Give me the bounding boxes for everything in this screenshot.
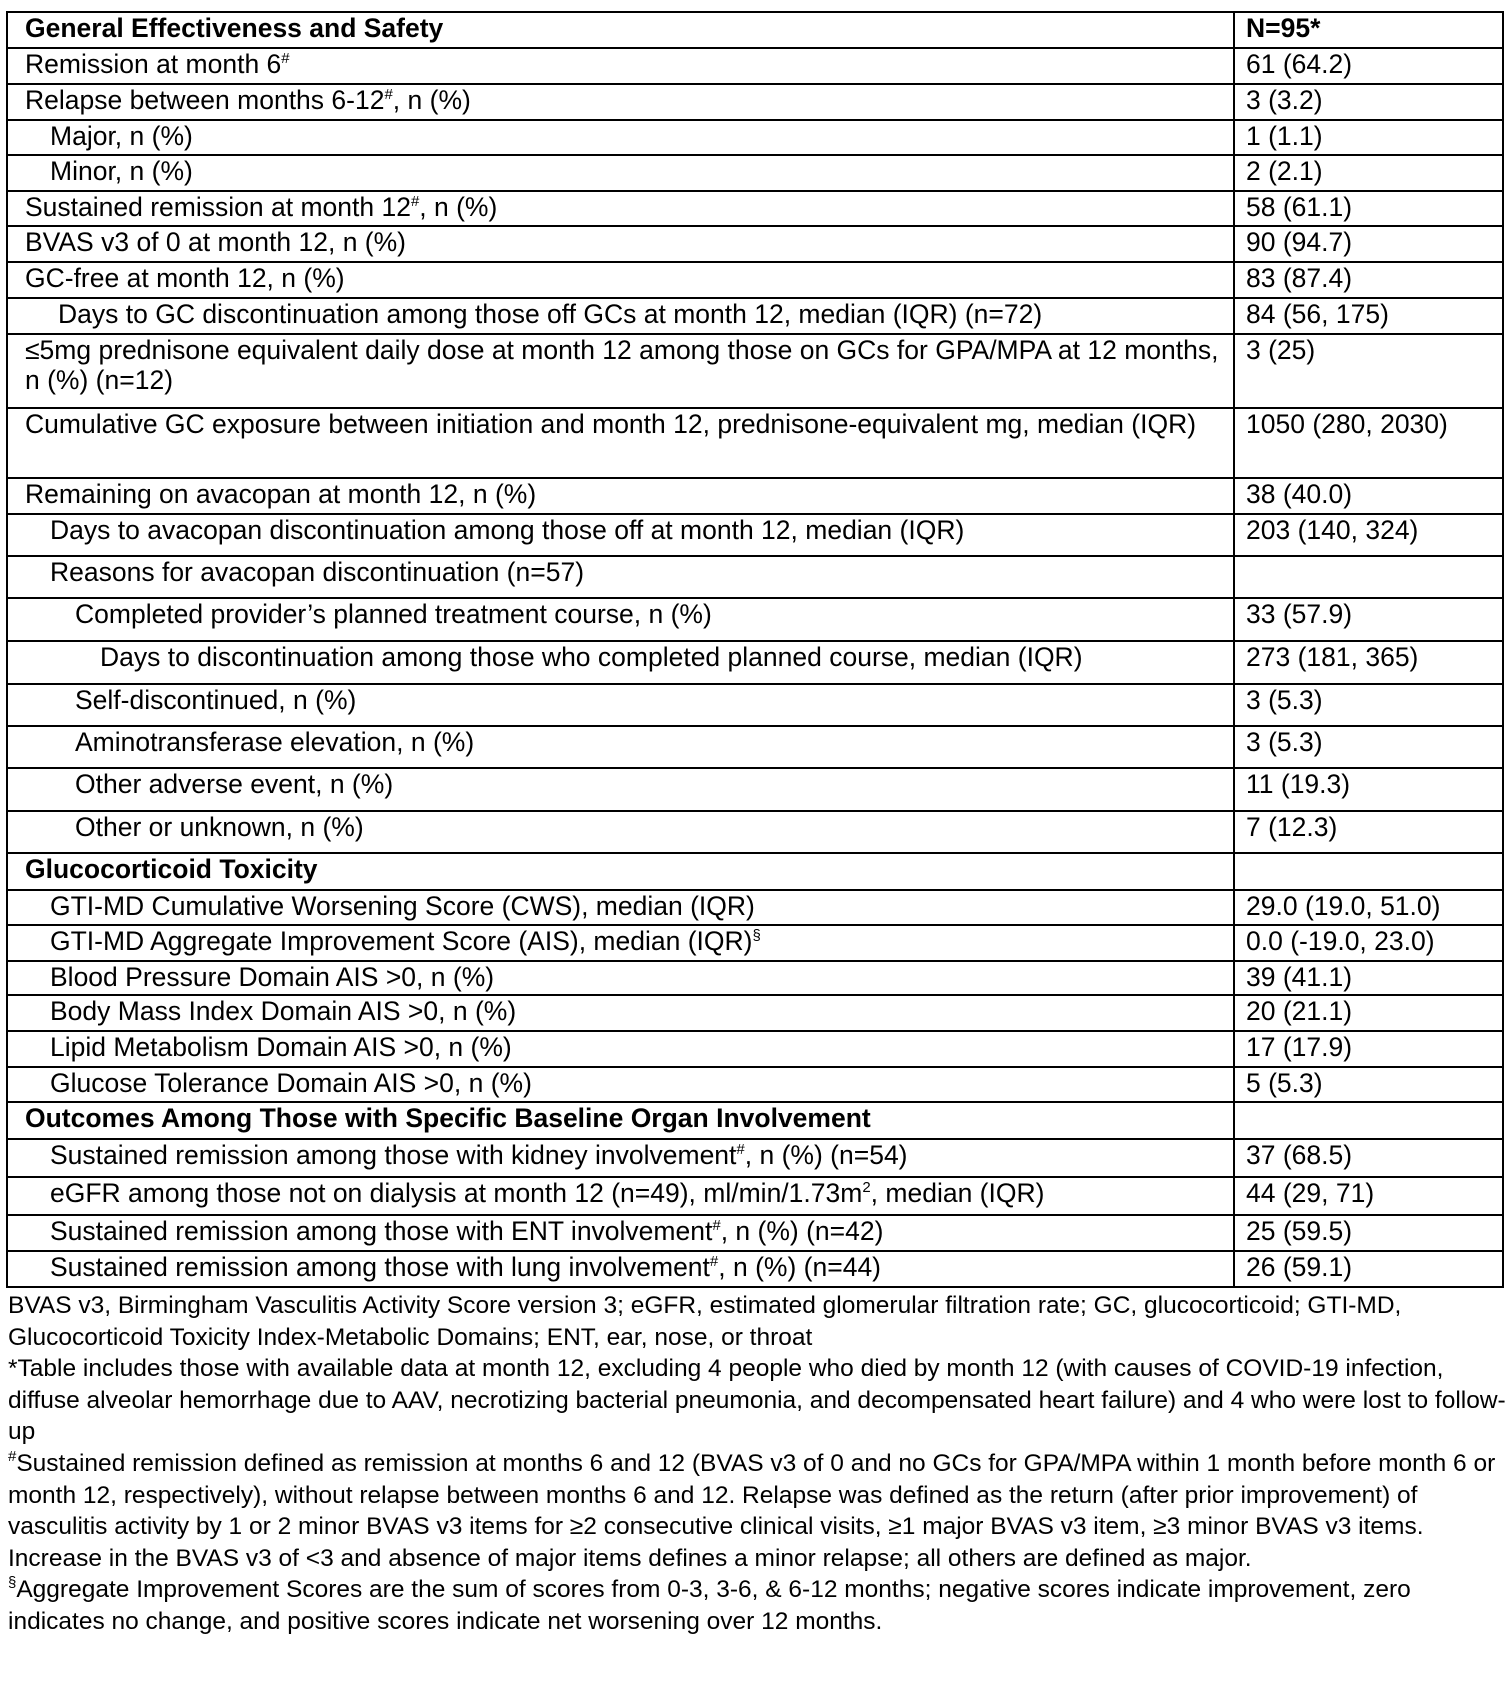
row-label xyxy=(7,556,1234,598)
row-value: 84 (56, 175) xyxy=(1234,298,1503,334)
row-label xyxy=(7,120,1234,155)
row-value: 39 (41.1) xyxy=(1234,961,1503,995)
table-header-row xyxy=(7,12,1503,48)
row-label xyxy=(7,598,1234,641)
row-label-text: GTI-MD Cumulative Worsening Score (CWS), median (IQR) xyxy=(50,891,755,921)
table-row xyxy=(7,120,1503,155)
row-label-text: Other adverse event, n (%) xyxy=(75,769,394,799)
table-row xyxy=(7,1251,1503,1287)
row-value: 25 (59.5) xyxy=(1234,1215,1503,1251)
row-value xyxy=(1234,556,1503,598)
footnote-marker: # xyxy=(736,1141,745,1158)
row-label-text: Remission at month 6 xyxy=(25,49,282,79)
footnote-marker: 2 xyxy=(862,1179,871,1196)
footnote-section-text: Aggregate Improvement Scores are the sum of scores from 0-3, 3-6, & 6-12 months; negative scores indicate improvement, zero indicates no change, and positive scores indicate net worsening over 12 months. xyxy=(8,1576,1411,1635)
footnote-section-symbol: § xyxy=(8,1574,17,1592)
row-label-text: Blood Pressure Domain AIS >0, n (%) xyxy=(50,962,495,992)
row-label-suffix: , n (%) (n=54) xyxy=(744,1140,908,1170)
footnote-hash xyxy=(8,1448,1508,1574)
table-row xyxy=(7,925,1503,961)
row-label xyxy=(7,768,1234,811)
row-label xyxy=(7,84,1234,120)
section-heading-general: General Effectiveness and Safety xyxy=(7,12,1234,48)
footnote-marker: # xyxy=(281,50,290,67)
footnote-marker: # xyxy=(712,1217,721,1234)
table-row xyxy=(7,811,1503,853)
row-label xyxy=(7,191,1234,226)
footnote-hash-symbol: # xyxy=(8,1447,17,1465)
table-row xyxy=(7,556,1503,598)
row-label xyxy=(7,334,1234,408)
row-label xyxy=(7,1177,1234,1215)
row-label-text: Glucose Tolerance Domain AIS >0, n (%) xyxy=(50,1068,532,1098)
footnote-hash-text: Sustained remission defined as remission at months 6 and 12 (BVAS v3 of 0 and no GCs for GPA/MPA within 1 month before month 6 or month 12, respectively), without relapse between months 6 and 12. Relapse was defined as the return (after prior improvement) of vasculitis activity by 1 or 2 minor BVAS v3 items for ≥2 consecutive clinical visits, ≥1 major BVAS v3 item, ≥3 minor BVAS v3 items. Increase in the BVAS v3 of <3 and absence of major items defines a minor relapse; all others are defined as major. xyxy=(8,1449,1496,1572)
row-label-text: ≤5mg prednisone equivalent daily dose at month 12 among those on GCs for GPA/MPA at 12 months, n (%) (n=12) xyxy=(25,335,1219,395)
row-label-text: Body Mass Index Domain AIS >0, n (%) xyxy=(50,996,517,1026)
row-label-text: Other or unknown, n (%) xyxy=(75,812,364,842)
row-label-text: Lipid Metabolism Domain AIS >0, n (%) xyxy=(50,1032,512,1062)
row-value: 20 (21.1) xyxy=(1234,995,1503,1031)
row-label xyxy=(7,48,1234,84)
footnote-marker: § xyxy=(752,927,761,944)
table-row xyxy=(7,641,1503,684)
footnote-star: *Table includes those with available data at month 12, excluding 4 people who died by month 12 (with causes of COVID-19 infection, diffuse alveolar hemorrhage due to AAV, necrotizing bacterial pneumonia, and decompensated heart failure) and 4 who were lost to follow-up xyxy=(8,1355,1506,1446)
table-row xyxy=(7,1031,1503,1067)
row-label-text: Aminotransferase elevation, n (%) xyxy=(75,727,475,757)
row-label-text: Self-discontinued, n (%) xyxy=(75,685,357,715)
row-value: 3 (5.3) xyxy=(1234,684,1503,726)
row-label-suffix: , median (IQR) xyxy=(870,1178,1045,1208)
table-row xyxy=(7,890,1503,925)
row-value: 3 (25) xyxy=(1234,334,1503,408)
table-row xyxy=(7,995,1503,1031)
row-label xyxy=(7,478,1234,514)
footnote-marker: # xyxy=(410,193,420,210)
row-value: 1 (1.1) xyxy=(1234,120,1503,155)
row-label xyxy=(7,1215,1234,1251)
row-label xyxy=(7,514,1234,556)
row-value: 61 (64.2) xyxy=(1234,48,1503,84)
row-label-suffix: , n (%) xyxy=(419,192,498,222)
table-row xyxy=(7,408,1503,478)
row-label-text: Sustained remission among those with lung involvement xyxy=(50,1252,710,1282)
row-label xyxy=(7,995,1234,1031)
row-value: 11 (19.3) xyxy=(1234,768,1503,811)
row-value: 203 (140, 324) xyxy=(1234,514,1503,556)
row-label-text: Sustained remission at month 12 xyxy=(25,192,411,222)
row-label-text: Days to GC discontinuation among those off GCs at month 12, median (IQR) (n=72) xyxy=(58,299,1043,329)
section-row-organ-involvement xyxy=(7,1102,1503,1139)
table-row xyxy=(7,48,1503,84)
table-row xyxy=(7,84,1503,120)
table-row xyxy=(7,961,1503,995)
row-value: 90 (94.7) xyxy=(1234,226,1503,262)
row-value: 0.0 (-19.0, 23.0) xyxy=(1234,925,1503,961)
row-value: 1050 (280, 2030) xyxy=(1234,408,1503,478)
row-value: 7 (12.3) xyxy=(1234,811,1503,853)
row-label-suffix: , n (%) (n=44) xyxy=(718,1252,882,1282)
row-value: 26 (59.1) xyxy=(1234,1251,1503,1287)
table-row xyxy=(7,334,1503,408)
row-label-text: Reasons for avacopan discontinuation (n=57) xyxy=(50,557,585,587)
row-value: 3 (5.3) xyxy=(1234,726,1503,768)
footnote-marker: # xyxy=(709,1253,719,1270)
row-label xyxy=(7,925,1234,961)
table-row xyxy=(7,1177,1503,1215)
footnote-abbreviations: BVAS v3, Birmingham Vasculitis Activity Score version 3; eGFR, estimated glomerular filtration rate; GC, glucocorticoid; GTI-MD, Glucocorticoid Toxicity Index-Metabolic Domains; ENT, ear, nose, or throat xyxy=(8,1292,1402,1351)
row-label xyxy=(7,890,1234,925)
row-label xyxy=(7,1139,1234,1177)
table-row xyxy=(7,191,1503,226)
table-row xyxy=(7,598,1503,641)
row-label xyxy=(7,961,1234,995)
row-label-text: Days to avacopan discontinuation among those off at month 12, median (IQR) xyxy=(50,515,965,545)
row-label xyxy=(7,811,1234,853)
row-value: 273 (181, 365) xyxy=(1234,641,1503,684)
table-row xyxy=(7,684,1503,726)
section-value xyxy=(1234,853,1503,890)
row-value: 29.0 (19.0, 51.0) xyxy=(1234,890,1503,925)
section-heading: Outcomes Among Those with Specific Baseline Organ Involvement xyxy=(7,1102,1234,1139)
row-value: 37 (68.5) xyxy=(1234,1139,1503,1177)
table-row xyxy=(7,514,1503,556)
table-row xyxy=(7,478,1503,514)
row-label xyxy=(7,298,1234,334)
row-label-text: GC-free at month 12, n (%) xyxy=(25,263,345,293)
footnote-section xyxy=(8,1574,1508,1637)
row-label-text: Completed provider’s planned treatment course, n (%) xyxy=(75,599,712,629)
row-label-text: Cumulative GC exposure between initiation and month 12, prednisone-equivalent mg, median (IQR) xyxy=(25,409,1197,439)
row-label-text: Sustained remission among those with ENT involvement xyxy=(50,1216,713,1246)
row-value: 3 (3.2) xyxy=(1234,84,1503,120)
row-label xyxy=(7,1031,1234,1067)
table-row xyxy=(7,1215,1503,1251)
section-value xyxy=(1234,1102,1503,1139)
section-heading: Glucocorticoid Toxicity xyxy=(7,853,1234,890)
row-value: 58 (61.1) xyxy=(1234,191,1503,226)
row-label xyxy=(7,726,1234,768)
row-value: 33 (57.9) xyxy=(1234,598,1503,641)
table-row xyxy=(7,1139,1503,1177)
table-row xyxy=(7,155,1503,191)
row-label-text: Relapse between months 6-12 xyxy=(25,85,385,115)
row-label-text: Remaining on avacopan at month 12, n (%) xyxy=(25,479,537,509)
row-label-text: BVAS v3 of 0 at month 12, n (%) xyxy=(25,227,407,257)
row-value: 2 (2.1) xyxy=(1234,155,1503,191)
row-label-text: Days to discontinuation among those who completed planned course, median (IQR) xyxy=(100,642,1083,672)
row-value: 5 (5.3) xyxy=(1234,1067,1503,1102)
outcomes-table xyxy=(6,11,1504,1288)
column-header-n: N=95* xyxy=(1234,12,1503,48)
row-label xyxy=(7,226,1234,262)
table-row xyxy=(7,768,1503,811)
row-label-text: Minor, n (%) xyxy=(50,156,193,186)
footnote-marker: # xyxy=(384,86,393,103)
row-label xyxy=(7,408,1234,478)
row-label-suffix: , n (%) xyxy=(392,85,471,115)
row-label-text: eGFR among those not on dialysis at month 12 (n=49), ml/min/1.73m xyxy=(50,1178,863,1208)
table-row xyxy=(7,226,1503,262)
row-label xyxy=(7,155,1234,191)
row-label xyxy=(7,641,1234,684)
table-row xyxy=(7,298,1503,334)
row-label xyxy=(7,1251,1234,1287)
table-footnotes xyxy=(8,1290,1508,1638)
row-label-text: Sustained remission among those with kidney involvement xyxy=(50,1140,737,1170)
row-label xyxy=(7,684,1234,726)
table-row xyxy=(7,726,1503,768)
section-row-glucocorticoid-toxicity xyxy=(7,853,1503,890)
table-row xyxy=(7,1067,1503,1102)
row-label xyxy=(7,1067,1234,1102)
row-label-text: GTI-MD Aggregate Improvement Score (AIS), median (IQR) xyxy=(50,926,753,956)
row-value: 38 (40.0) xyxy=(1234,478,1503,514)
row-value: 44 (29, 71) xyxy=(1234,1177,1503,1215)
row-label-suffix: , n (%) (n=42) xyxy=(720,1216,884,1246)
row-value: 17 (17.9) xyxy=(1234,1031,1503,1067)
row-value: 83 (87.4) xyxy=(1234,262,1503,298)
row-label-text: Major, n (%) xyxy=(50,121,193,151)
table-row xyxy=(7,262,1503,298)
row-label xyxy=(7,262,1234,298)
